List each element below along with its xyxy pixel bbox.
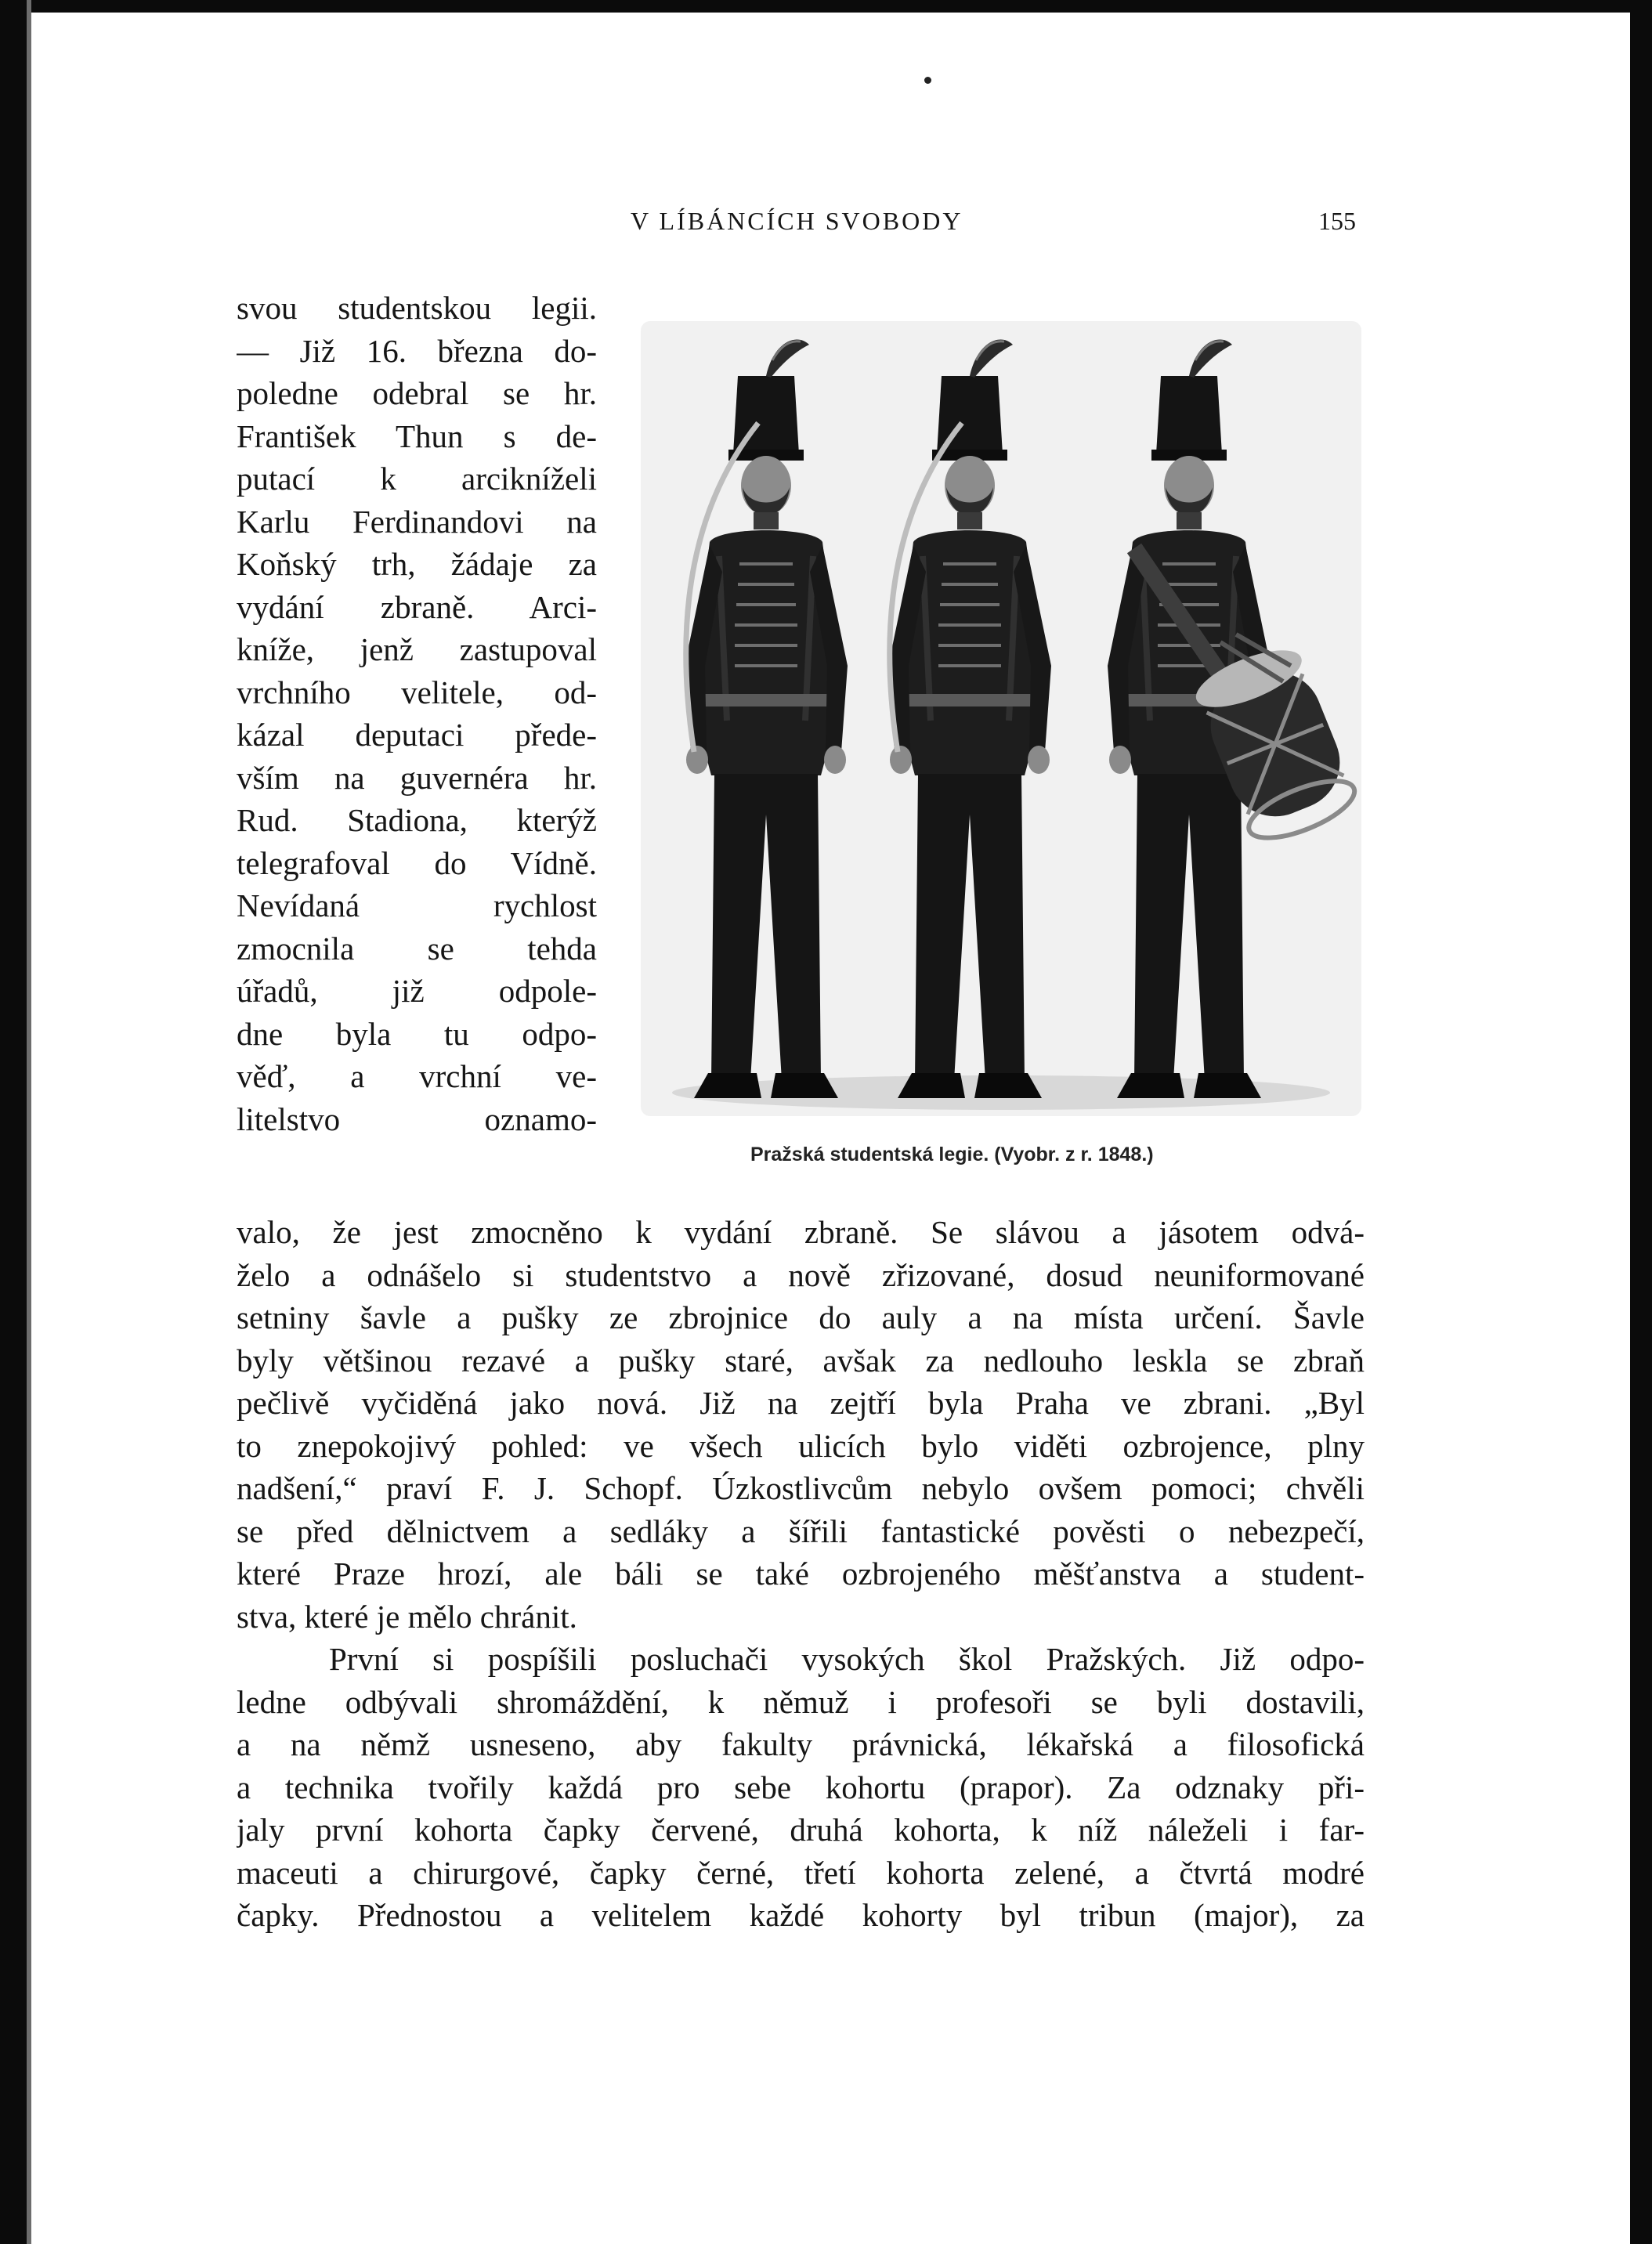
figure-caption: Pražská studentská legie. (Vyobr. z r. 1848.) — [750, 1144, 1154, 1165]
text-line: se před dělnictvem a sedláky a šířili fantastické pověsti o nebezpečí, — [237, 1512, 1365, 1549]
text-line: vydání zbraně. Arci- — [237, 588, 597, 625]
print-speck — [924, 77, 931, 84]
text-line: František Thun s de- — [237, 417, 597, 454]
scan-border-right — [1630, 0, 1652, 2244]
text-line: vším na guvernéra hr. — [237, 759, 597, 796]
text-line: a na němž usneseno, aby fakulty právnická, lékařská a filosofická — [237, 1726, 1365, 1762]
text-line: vrchního velitele, od- — [237, 674, 597, 710]
text-line: věď, a vrchní ve- — [237, 1058, 597, 1094]
page-number: 155 — [1318, 207, 1356, 235]
text-line: jaly první kohorta čapky červené, druhá kohorta, k níž náleželi i far- — [237, 1812, 1365, 1848]
text-line: setniny šavle a pušky ze zbrojnice do auly a na místa určení. Šavle — [237, 1299, 1365, 1335]
text-line: které Praze hrozí, ale báli se také ozbrojeného měšťanstva a student- — [237, 1556, 1365, 1592]
scan-border-top — [0, 0, 1652, 13]
legion-illustration — [641, 321, 1361, 1116]
text-line: Nevídaná rychlost — [237, 887, 597, 923]
narrow-text-column — [237, 287, 597, 1140]
text-line: maceuti a chirurgové, čapky černé, třetí kohorta zelené, a čtvrtá modré — [237, 1854, 1365, 1891]
text-line: telegrafoval do Vídně. — [237, 844, 597, 881]
running-head: V LÍBÁNCÍCH SVOBODY — [631, 207, 963, 235]
text-line: a technika tvořily každá pro sebe kohortu (prapor). Za odznaky při- — [237, 1769, 1365, 1805]
text-line: kníže, jenž zastupoval — [237, 631, 597, 667]
text-line: litelstvo oznamo- — [237, 1100, 597, 1137]
text-line: stva, které je mělo chránit. — [237, 1598, 577, 1635]
text-line: zmocnila se tehda — [237, 930, 597, 967]
text-line: putací k arcikníželi — [237, 461, 597, 497]
text-line: Koňský trh, žádaje za — [237, 546, 597, 582]
text-line: dne byla tu odpo- — [237, 1015, 597, 1052]
text-line: svou studentskou legii. — [237, 290, 597, 326]
text-line: byly většinou rezavé a pušky staré, avšak za nedlouho leskla se zbraň — [237, 1342, 1365, 1379]
text-line: Karlu Ferdinandovi na — [237, 503, 597, 540]
text-line: — Již 16. března do- — [237, 332, 597, 369]
text-line: ledne odbývali shromáždění, k němuž i profesoři se byli dostavili, — [237, 1683, 1365, 1720]
text-line: želo a odnášelo si studentstvo a nově zřizované, dosud neuniformované — [237, 1256, 1365, 1293]
text-line: poledne odebral se hr. — [237, 375, 597, 411]
paragraph-first-line: První si pospíšili posluchači vysokých škol Pražských. Již odpo- — [329, 1641, 1365, 1677]
text-line: nadšení,“ praví F. J. Schopf. Úzkostlivcům nebylo ovšem pomoci; chvěli — [237, 1470, 1365, 1506]
text-line: valo, že jest zmocněno k vydání zbraně. Se slávou a jásotem odvá- — [237, 1214, 1365, 1250]
text-line: to znepokojivý pohled: ve všech ulicích bylo viděti ozbrojence, plny — [237, 1427, 1365, 1464]
text-line: kázal deputaci přede- — [237, 717, 597, 753]
text-line: Rud. Stadiona, kterýž — [237, 802, 597, 838]
text-line: úřadů, již odpole- — [237, 973, 597, 1009]
scan-border-left-shade — [27, 0, 31, 2244]
text-line: čapky. Přednostou a velitelem každé kohorty byl tribun (major), za — [237, 1897, 1365, 1933]
scan-border-left — [0, 0, 27, 2244]
text-line: pečlivě vyčiděná jako nová. Již na zejtří byla Praha ve zbrani. „Byl — [237, 1385, 1365, 1421]
full-text-column — [237, 1211, 1365, 1937]
